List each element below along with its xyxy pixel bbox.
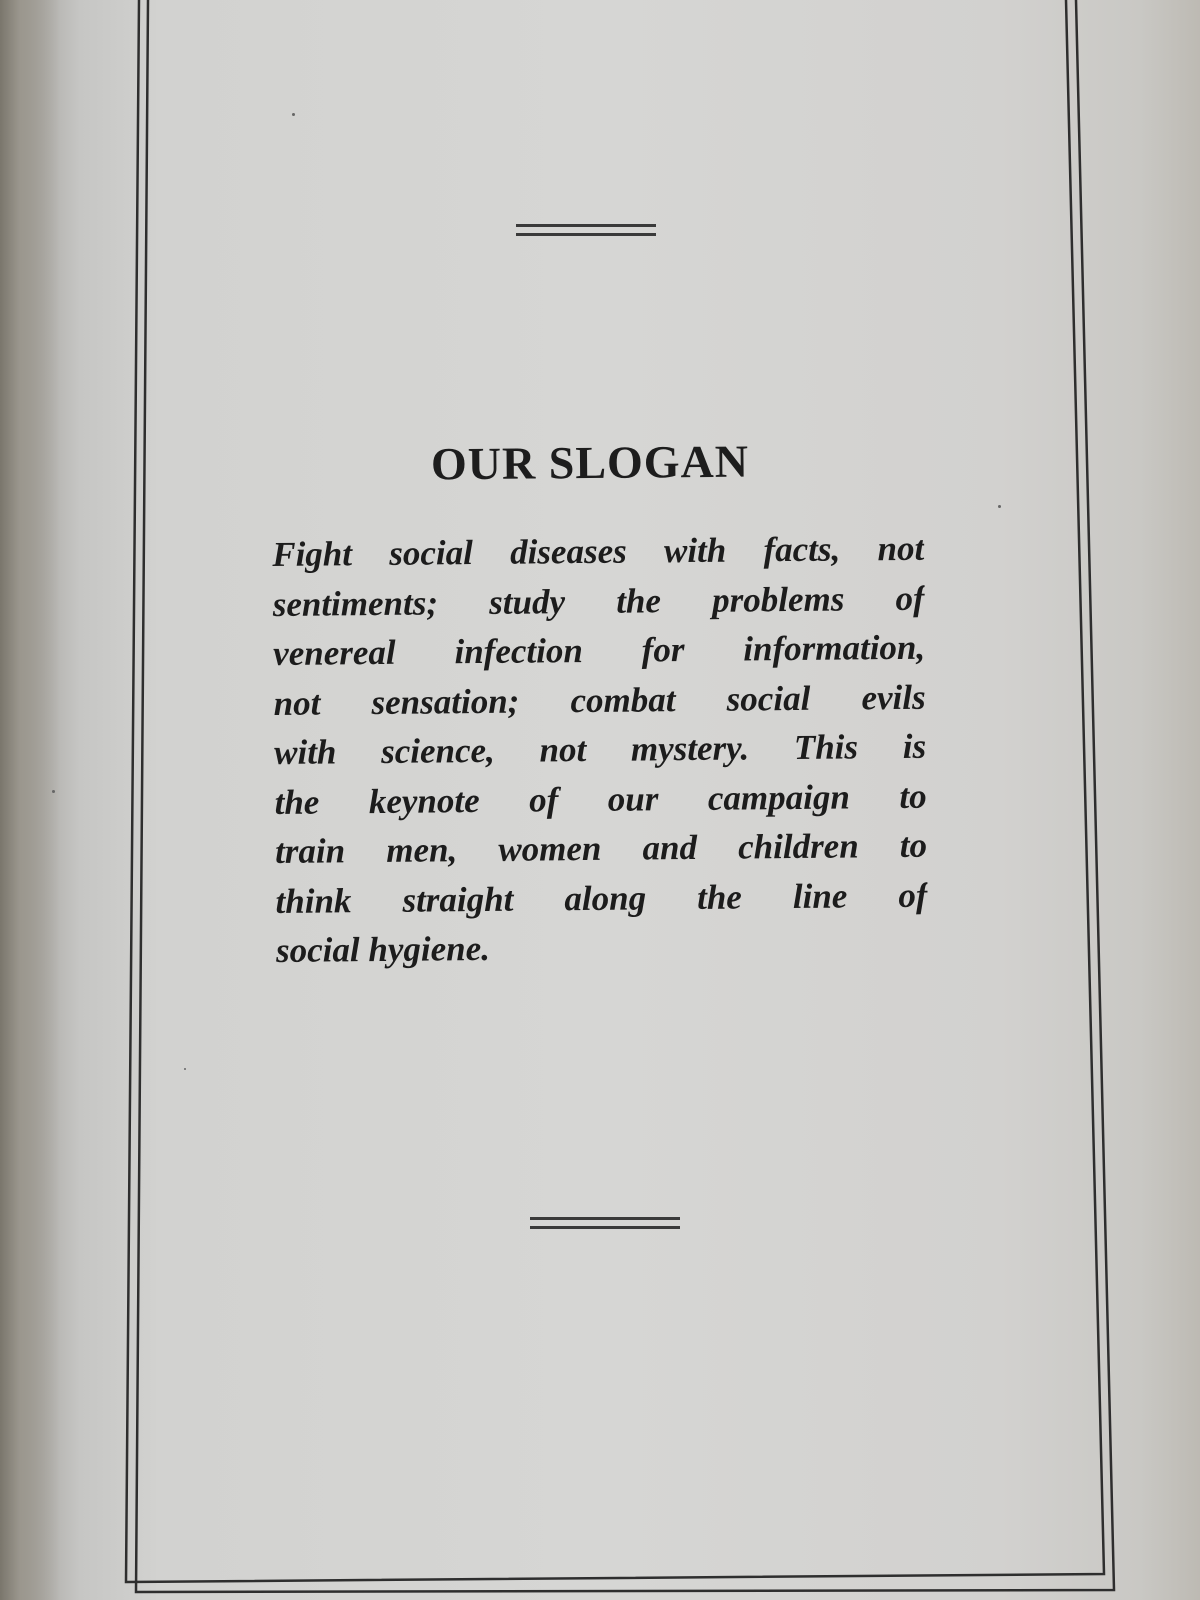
- slogan-line: sentiments; study the problems of: [272, 578, 925, 624]
- paper-speck: [184, 1068, 186, 1070]
- slogan-line: train men, women and children to: [274, 825, 928, 871]
- slogan-line: social hygiene.: [275, 928, 491, 970]
- page-title: OUR SLOGAN: [430, 435, 750, 490]
- slogan-line: with science, not mystery. This is: [273, 726, 927, 772]
- slogan-line: the keynote of our campaign to: [274, 776, 927, 822]
- slogan-line: not sensation; combat social evils: [273, 677, 926, 723]
- slogan-line: venereal infection for information,: [272, 627, 926, 673]
- bottom-ornamental-rule: [530, 1217, 680, 1229]
- slogan-line: Fight social diseases with facts, not: [272, 528, 925, 574]
- paper-speck: [52, 790, 55, 793]
- slogan-line: think straight along the line of: [275, 875, 928, 921]
- paper-speck: [292, 113, 295, 116]
- paper-speck: [998, 505, 1001, 508]
- top-ornamental-rule: [516, 224, 656, 236]
- slogan-paragraph: [272, 524, 928, 976]
